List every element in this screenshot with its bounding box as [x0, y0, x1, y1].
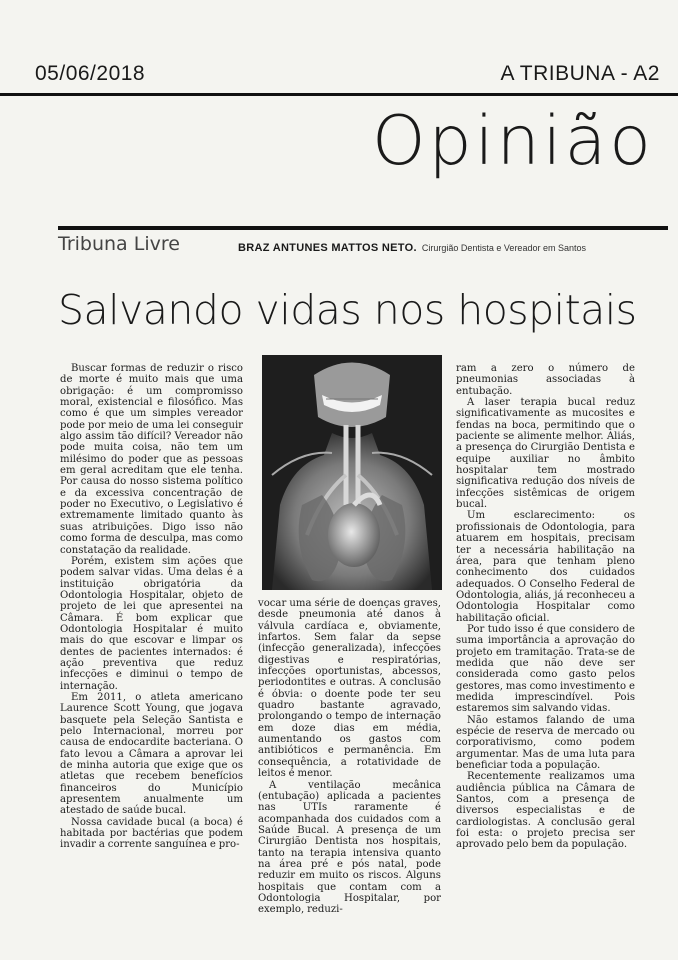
- paragraph: Nossa cavidade bucal (a boca) é habitada por bactérias que podem invadir a corrente sanguínea e pro-: [60, 816, 243, 851]
- anatomy-illustration-graphic: [262, 355, 442, 590]
- section-rule: [58, 226, 668, 230]
- paragraph: Recentemente realizamos uma audiência pública na Câmara de Santos, com a presença de diversos especialistas e de cardiologistas. A conclusão geral foi esta: o projeto precisa ser aprovado pelo bem da população.: [456, 771, 635, 851]
- article-column-3: [456, 363, 635, 851]
- article-column-2: [258, 598, 441, 916]
- section-title: Opinião: [372, 102, 654, 181]
- author-name: BRAZ ANTUNES MATTOS NETO.: [238, 242, 417, 254]
- paragraph: ram a zero o número de pneumonias associadas à entubação.: [456, 363, 635, 397]
- paragraph: Um esclarecimento: os profissionais de Odontologia, para atuarem em hospitais, precisam ter a necessária habilitação na área, para que tenham pleno conhecimento dos cuidados adequados. O Conselho Federal de Odontologia, aliás, já reconheceu a Odontologia Hospitalar como habilitação oficial.: [456, 510, 635, 624]
- column-name: Tribuna Livre: [58, 233, 180, 255]
- publication-page: A TRIBUNA - A2: [500, 62, 660, 85]
- paragraph: Não estamos falando de uma espécie de reserva de mercado ou corporativismo, como podem argumentar. Mas de uma luta para beneficiar toda a população.: [456, 714, 635, 772]
- paragraph: A ventilação mecânica (entubação) aplicada a pacientes nas UTIs raramente é acompanhada dos cuidados com a Saúde Bucal. A presença de um Cirurgião Dentista nos hospitais, tanto na terapia intensiva quanto na área pré e pós natal, pode reduzir em muito os riscos. Alguns hospitais que contam com a Odontologia Hospitalar, por exemplo, reduzi-: [258, 779, 441, 916]
- paragraph: Em 2011, o atleta americano Laurence Scott Young, que jogava basquete pela Seleção Santista e pelo Internacional, morreu por causa de endocardite bacteriana. O fato levou a Câmara a aprovar lei de minha autoria que exige que os atletas que recebem benefícios financeiros do Município apresentem anualmente um atestado de saúde bucal.: [60, 691, 243, 817]
- headline: Salvando vidas nos hospitais: [58, 286, 637, 334]
- byline: [238, 242, 586, 254]
- article-column-1: [60, 363, 243, 851]
- edition-date: 05/06/2018: [35, 62, 146, 85]
- paragraph: Porém, existem sim ações que podem salvar vidas. Uma delas é a instituição obrigatória da Odontologia Hospitalar, objeto de projeto de lei que apresentei na Câmara. É bom explicar que Odontologia Hospitalar é muito mais do que escovar e limpar os dentes de pacientes internados: é ação preventiva que reduz infecções e diminui o tempo de internação.: [60, 555, 243, 692]
- anatomy-illustration: [262, 355, 442, 590]
- paragraph: Buscar formas de reduzir o risco de morte é muito mais que uma obrigação: é um compromisso moral, existencial e filosófico. Mas como é que um simples vereador pode por meio de uma lei conseguir algo assim tão difícil? Vereador não pode muita coisa, não tem um milésimo do poder que as pessoas em geral acreditam que ele tenha. Por causa do nosso sistema político e da excessiva concentração de poder no Executivo, o Legislativo é extremamente limitado quanto às suas atribuições. Digo isso não como forma de desculpa, mas como constatação da realidade.: [60, 363, 243, 556]
- paragraph: Por tudo isso é que considero de suma importância a aprovação do projeto em tramitação. Trata-se de medida que não deve ser considerada como gasto pelos gestores, mas como investimento e medida imprescindível. Pois estaremos sim salvando vidas.: [456, 623, 635, 715]
- paragraph: vocar uma série de doenças graves, desde pneumonia até danos à válvula cardíaca e, obviamente, infartos. Sem falar da sepse (infecção generalizada), infecções digestivas e respiratórias, infecções oportunistas, abcessos, periodontites e outras. A conclusão é óbvia: o doente pode ter seu quadro bastante agravado, prolongando o tempo de internação em doze dias em média, aumentando os gastos com antibióticos e permanência. Em consequência, a rotatividade de leitos é menor.: [258, 598, 441, 780]
- top-rule: [0, 93, 678, 96]
- author-role: Cirurgião Dentista e Vereador em Santos: [421, 243, 586, 253]
- paragraph: A laser terapia bucal reduz significativamente as mucosites e fendas na boca, permitindo que o paciente se alimente melhor. Aliás, a presença do Cirurgião Dentista e equipe auxiliar no âmbito hospitalar tem mostrado significativa redução dos níveis de infecções sistêmicas de origem bucal.: [456, 397, 635, 511]
